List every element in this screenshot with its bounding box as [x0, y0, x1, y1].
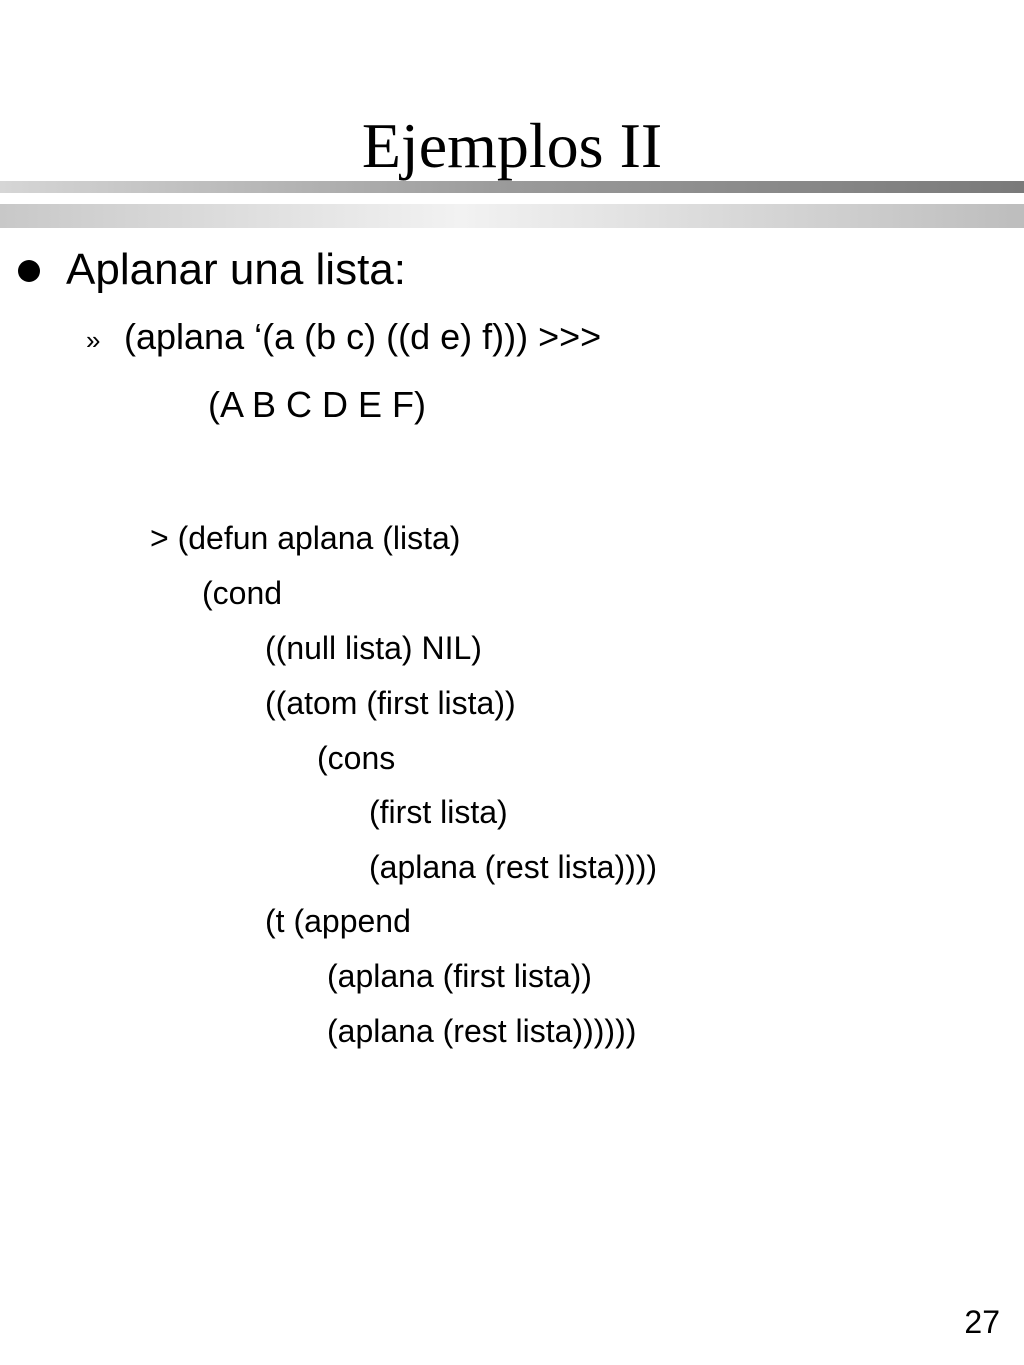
sub-bullet-marker: »: [86, 325, 101, 355]
example-call: (aplana ‘(a (b c) ((d e) f))) >>>: [124, 316, 602, 357]
code-line-2: (cond: [202, 575, 283, 611]
bullet-dot-icon: [18, 260, 40, 282]
slide-title: Ejemplos II: [361, 110, 663, 181]
title-divider-top: [0, 181, 1024, 193]
title-divider-bottom: [0, 204, 1024, 228]
code-line-8: (t (append: [265, 903, 411, 939]
code-line-9: (aplana (first lista)): [327, 958, 592, 994]
code-line-6: (first lista): [369, 794, 508, 830]
code-line-3: ((null lista) NIL): [265, 630, 482, 666]
code-line-10: (aplana (rest lista)))))): [327, 1013, 637, 1049]
page-number: 27: [964, 1304, 1000, 1340]
example-result: (A B C D E F): [208, 384, 427, 425]
code-line-4: ((atom (first lista)): [265, 685, 516, 721]
code-line-1: > (defun aplana (lista): [150, 520, 461, 556]
code-line-7: (aplana (rest lista)))): [369, 849, 658, 885]
code-line-5: (cons: [317, 740, 396, 776]
bullet-heading: Aplanar una lista:: [66, 245, 406, 294]
